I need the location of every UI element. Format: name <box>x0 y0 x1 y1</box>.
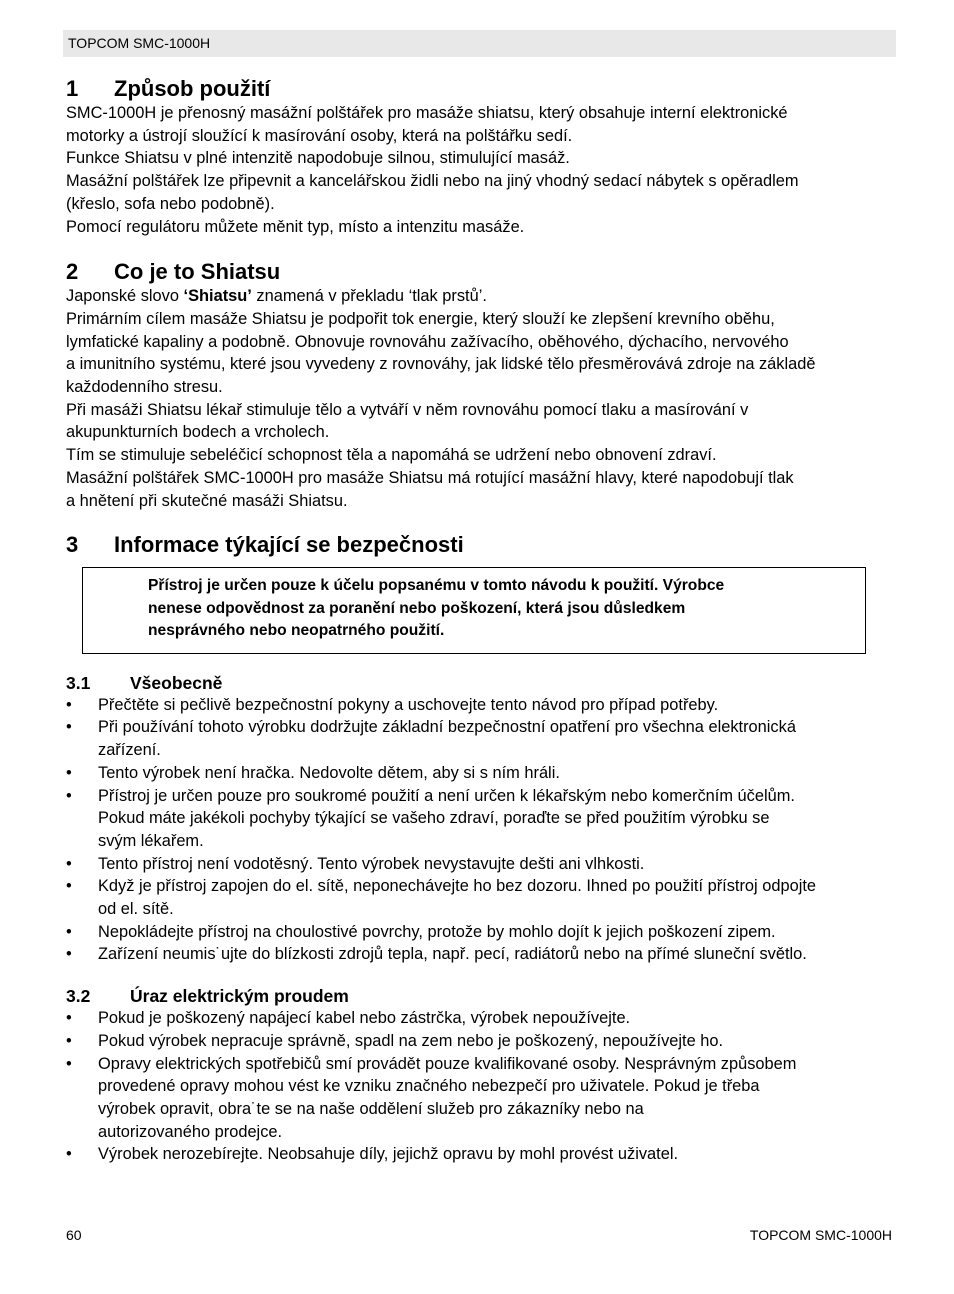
subsection-number: 3.2 <box>66 986 91 1007</box>
text-line: a imunitního systému, které jsou vyvedeny z rovnováhy, jak lidské tělo přesměrovává zdroje na základě <box>66 355 816 374</box>
text-line: motorky a ústrojí sloužící k masírování osoby, která na polštářku sedí. <box>66 126 573 145</box>
warning-line: nenese odpovědnost za poranění nebo poškození, která jsou důsledkem <box>148 599 686 617</box>
list-item-line: zařízení. <box>98 741 161 760</box>
text-line: lymfatické kapaliny a podobně. Obnovuje rovnováhu zažívacího, oběhového, dýchacího, nervového <box>66 332 789 351</box>
list-item <box>66 716 892 761</box>
section-2-heading <box>66 259 892 285</box>
bullet-icon: • <box>66 1054 72 1073</box>
section-2-lines <box>66 308 892 512</box>
subsection-3-2-heading <box>66 985 892 1007</box>
list-item-line: Přístroj je určen pouze pro soukromé použití a není určen k lékařským nebo komerčním účelům. <box>98 786 795 805</box>
section-number: 1 <box>66 76 79 101</box>
text: Japonské slovo <box>66 287 184 306</box>
text-line: každodenního stresu. <box>66 378 223 397</box>
list-item <box>66 785 892 853</box>
list-item-line: provedené opravy mohou vést ke vzniku značného nebezpečí pro uživatele. Pokud je třeba <box>98 1077 760 1096</box>
text-line: a hnětení při skutečné masáži Shiatsu. <box>66 491 348 510</box>
list-item-line: Tento výrobek není hračka. Nedovolte dětem, aby si s ním hráli. <box>98 763 560 782</box>
warning-box <box>82 567 866 654</box>
section-title: Co je to Shiatsu <box>114 259 281 285</box>
bullet-icon: • <box>66 1031 72 1050</box>
list-item <box>66 1053 892 1144</box>
list-item <box>66 875 892 920</box>
text-line: (křeslo, sofa nebo podobně). <box>66 194 275 213</box>
subsection-number: 3.1 <box>66 672 91 693</box>
paragraph <box>66 285 892 308</box>
section-2-body <box>66 285 892 512</box>
list-item <box>66 762 892 785</box>
bullet-icon: • <box>66 695 72 714</box>
subsection-3-1-heading <box>66 672 892 694</box>
bullet-icon: • <box>66 718 72 737</box>
footer-product: TOPCOM SMC-1000H <box>749 1227 892 1243</box>
list-item-line: svým lékařem. <box>98 831 204 850</box>
section-3-heading <box>66 532 892 558</box>
list-item-line: od el. sítě. <box>98 900 174 919</box>
list-item <box>66 1030 892 1053</box>
list-item-line: autorizovaného prodejce. <box>98 1122 283 1141</box>
bullet-icon: • <box>66 854 72 873</box>
bullet-icon: • <box>66 945 72 964</box>
page-number: 60 <box>66 1227 82 1243</box>
text-line: Pomocí regulátoru můžete měnit typ, místo a intenzitu masáže. <box>66 217 525 236</box>
warning-line: nesprávného nebo neopatrného použití. <box>148 622 445 640</box>
list-item <box>66 1007 892 1030</box>
text-line: Primárním cílem masáže Shiatsu je podpořit tok energie, který slouží ke zlepšení krevního oběhu, <box>66 309 775 328</box>
list-item-line: Když je přístroj zapojen do el. sítě, neponechávejte ho bez dozoru. Ihned po použití přístroj odpojte <box>98 877 817 896</box>
page-content <box>66 76 892 1166</box>
section-1-heading <box>66 76 892 102</box>
subsection-title: Úraz elektrickým proudem <box>130 986 349 1007</box>
bullet-list-general <box>66 694 892 966</box>
text-line: SMC-1000H je přenosný masážní polštářek pro masáže shiatsu, který obsahuje interní elektronické <box>66 104 788 122</box>
list-item-line: Nepokládejte přístroj na choulostivé povrchy, protože by mohlo dojít k jejich poškození zipem. <box>98 922 776 941</box>
list-item-line: Přečtěte si pečlivě bezpečnostní pokyny a uschovejte tento návod pro případ potřeby. <box>98 695 719 714</box>
text-line: Masážní polštářek SMC-1000H pro masáže Shiatsu má rotující masážní hlavy, které napodobují tlak <box>66 468 794 487</box>
list-item-line: Pokud výrobek nepracuje správně, spadl na zem nebo je poškozený, nepoužívejte ho. <box>98 1031 724 1050</box>
bullet-icon: • <box>66 922 72 941</box>
list-item-line: Opravy elektrických spotřebičů smí provádět pouze kvalifikované osoby. Nesprávným způsobem <box>98 1054 797 1073</box>
bullet-icon: • <box>66 1145 72 1164</box>
section-1-body <box>66 102 892 238</box>
text-line: Masážní polštářek lze připevnit a kancelářskou židli nebo na jiný vhodný sedací nábytek s opěradlem <box>66 172 799 191</box>
bullet-icon: • <box>66 763 72 782</box>
list-item-line: výrobek opravit, obra˙te se na naše oddělení služeb pro zákazníky nebo na <box>98 1100 644 1118</box>
list-item <box>66 853 892 876</box>
warning-line: Přístroj je určen pouze k účelu popsanému v tomto návodu k použití. Výrobce <box>148 577 725 595</box>
section-title: Informace týkající se bezpečnosti <box>114 532 464 558</box>
bullet-icon: • <box>66 786 72 805</box>
list-item-line: Při používání tohoto výrobku dodržujte základní bezpečnostní opatření pro všechna elektronická <box>98 718 796 737</box>
bullet-icon: • <box>66 877 72 896</box>
bullet-icon: • <box>66 1009 72 1028</box>
bold-term: ‘Shiatsu’ <box>183 287 252 306</box>
list-item-line: Tento přístroj není vodotěsný. Tento výrobek nevystavujte dešti ani vlhkosti. <box>98 854 645 873</box>
section-title: Způsob použití <box>114 76 271 101</box>
text-line: Funkce Shiatsu v plné intenzitě napodobuje silnou, stimulující masáž. <box>66 149 570 168</box>
text: znamená v překladu ‘tlak prstů’. <box>251 287 487 306</box>
list-item-line: Výrobek nerozebírejte. Neobsahuje díly, jejichž opravu by mohl provést uživatel. <box>98 1145 679 1164</box>
section-number: 2 <box>66 259 79 285</box>
section-number: 3 <box>66 532 79 558</box>
subsection-title: Všeobecně <box>130 672 223 693</box>
running-header: TOPCOM SMC-1000H <box>63 30 896 57</box>
list-item <box>66 943 892 966</box>
text-line: Při masáži Shiatsu lékař stimuluje tělo a vytváří v něm rovnováhu pomocí tlaku a masírování v <box>66 400 749 419</box>
list-item-line: Zařízení neumis˙ujte do blízkosti zdrojů tepla, např. pecí, radiátorů nebo na přímé sluneční světlo. <box>98 945 807 964</box>
text-line: Tím se stimuluje sebeléčicí schopnost těla a napomáhá se udržení nebo obnovení zdraví. <box>66 446 717 465</box>
list-item <box>66 694 892 717</box>
list-item <box>66 1143 892 1166</box>
text-line: akupunkturních bodech a vrcholech. <box>66 423 330 442</box>
list-item-line: Pokud je poškozený napájecí kabel nebo zástrčka, výrobek nepoužívejte. <box>98 1009 631 1028</box>
bullet-list-electric-shock <box>66 1007 892 1166</box>
list-item-line: Pokud máte jakékoli pochyby týkající se vašeho zdraví, poraďte se před použitím výrobku se <box>98 809 770 828</box>
list-item <box>66 921 892 944</box>
